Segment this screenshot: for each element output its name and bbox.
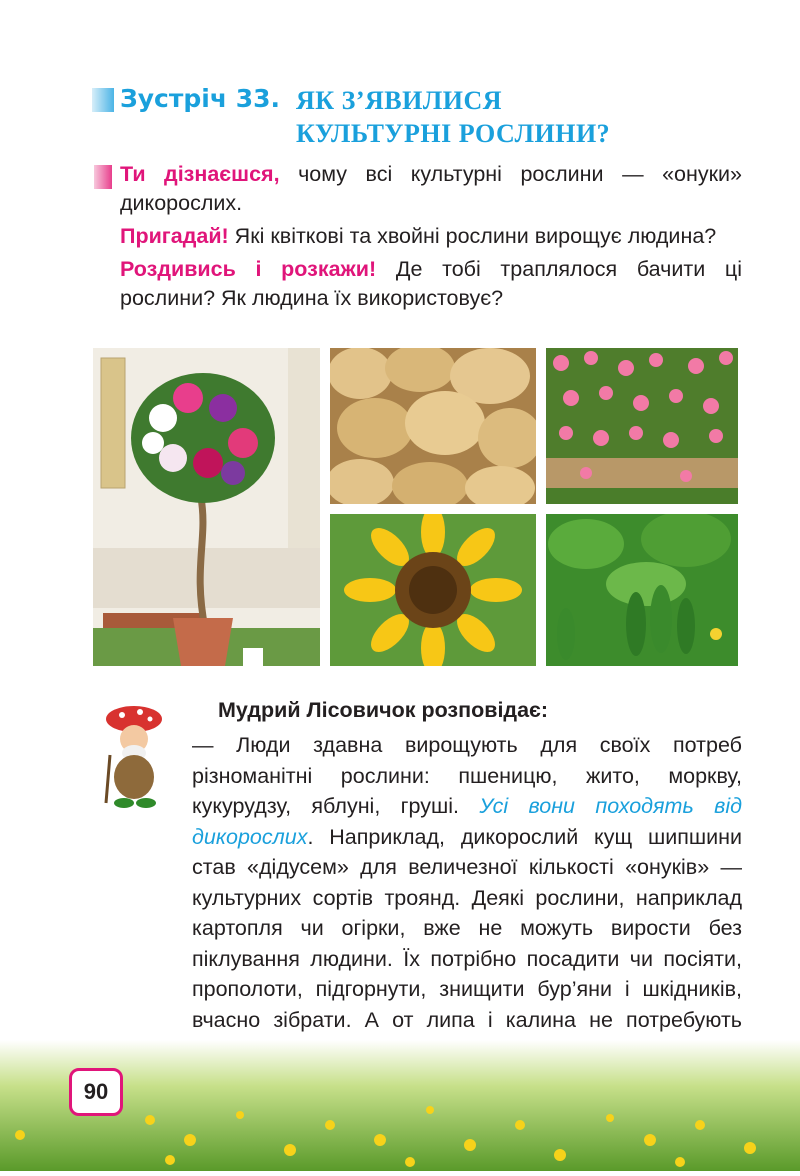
learn-paragraph — [92, 160, 742, 218]
lesson-title — [296, 84, 610, 150]
recall-keyword: Пригадай! — [120, 224, 229, 248]
intro-block — [92, 160, 742, 317]
lesson-title-line1: ЯК З’ЯВИЛИСЯ — [296, 86, 503, 115]
learn-text: чому всі культурні рослини — «онуки» дикорослих. — [120, 162, 742, 215]
learn-keyword: Ти дізнаєшся, — [120, 162, 280, 186]
story-part2: . Наприклад, дикорослий кущ шипшини став «дідусем» для величезної кількості «онуків» — культурних сортів троянд. Деякі рослини, наприклад картопля чи огірки, вже не можуть вирости без піклування людини. Їх потрібно посадити чи посіяти, прополоти, підгорнути, знищити бур’яни і шкідників, вчасно зібрати. А от липа і калина не потребують — [192, 824, 742, 1032]
intro-marker — [94, 165, 112, 189]
cucumbers-photo — [546, 514, 738, 666]
recall-text: Які квіткові та хвойні рослини вирощує людина? — [228, 224, 717, 248]
look-keyword: Роздивись і розкажи! — [120, 257, 377, 281]
recall-paragraph — [92, 222, 742, 251]
lesson-number: Зустріч 33. — [120, 84, 280, 113]
look-paragraph — [92, 255, 742, 313]
sunflower-photo — [330, 514, 536, 666]
look-text: Де тобі траплялося бачити ці рослини? Як людина їх використовує? — [120, 257, 743, 310]
story-part1: — Люди здавна вирощують для своїх потреб різноманітні рослини: пшеницю, жито, моркву, кукурудзу, яблуні, груші. — [192, 733, 742, 818]
page-number: 90 — [69, 1068, 123, 1116]
lesson-heading — [92, 84, 772, 154]
lesson-title-line2: КУЛЬТУРНІ РОСЛИНИ? — [296, 119, 611, 148]
heading-marker — [92, 88, 114, 112]
story-title: Мудрий Лісовичок розповідає: — [218, 698, 549, 722]
roses-photo — [546, 348, 738, 504]
story-highlight: Усі вони походять від дикорослих — [192, 794, 742, 849]
potatoes-photo — [330, 348, 536, 504]
flower-tree-photo — [93, 348, 320, 666]
